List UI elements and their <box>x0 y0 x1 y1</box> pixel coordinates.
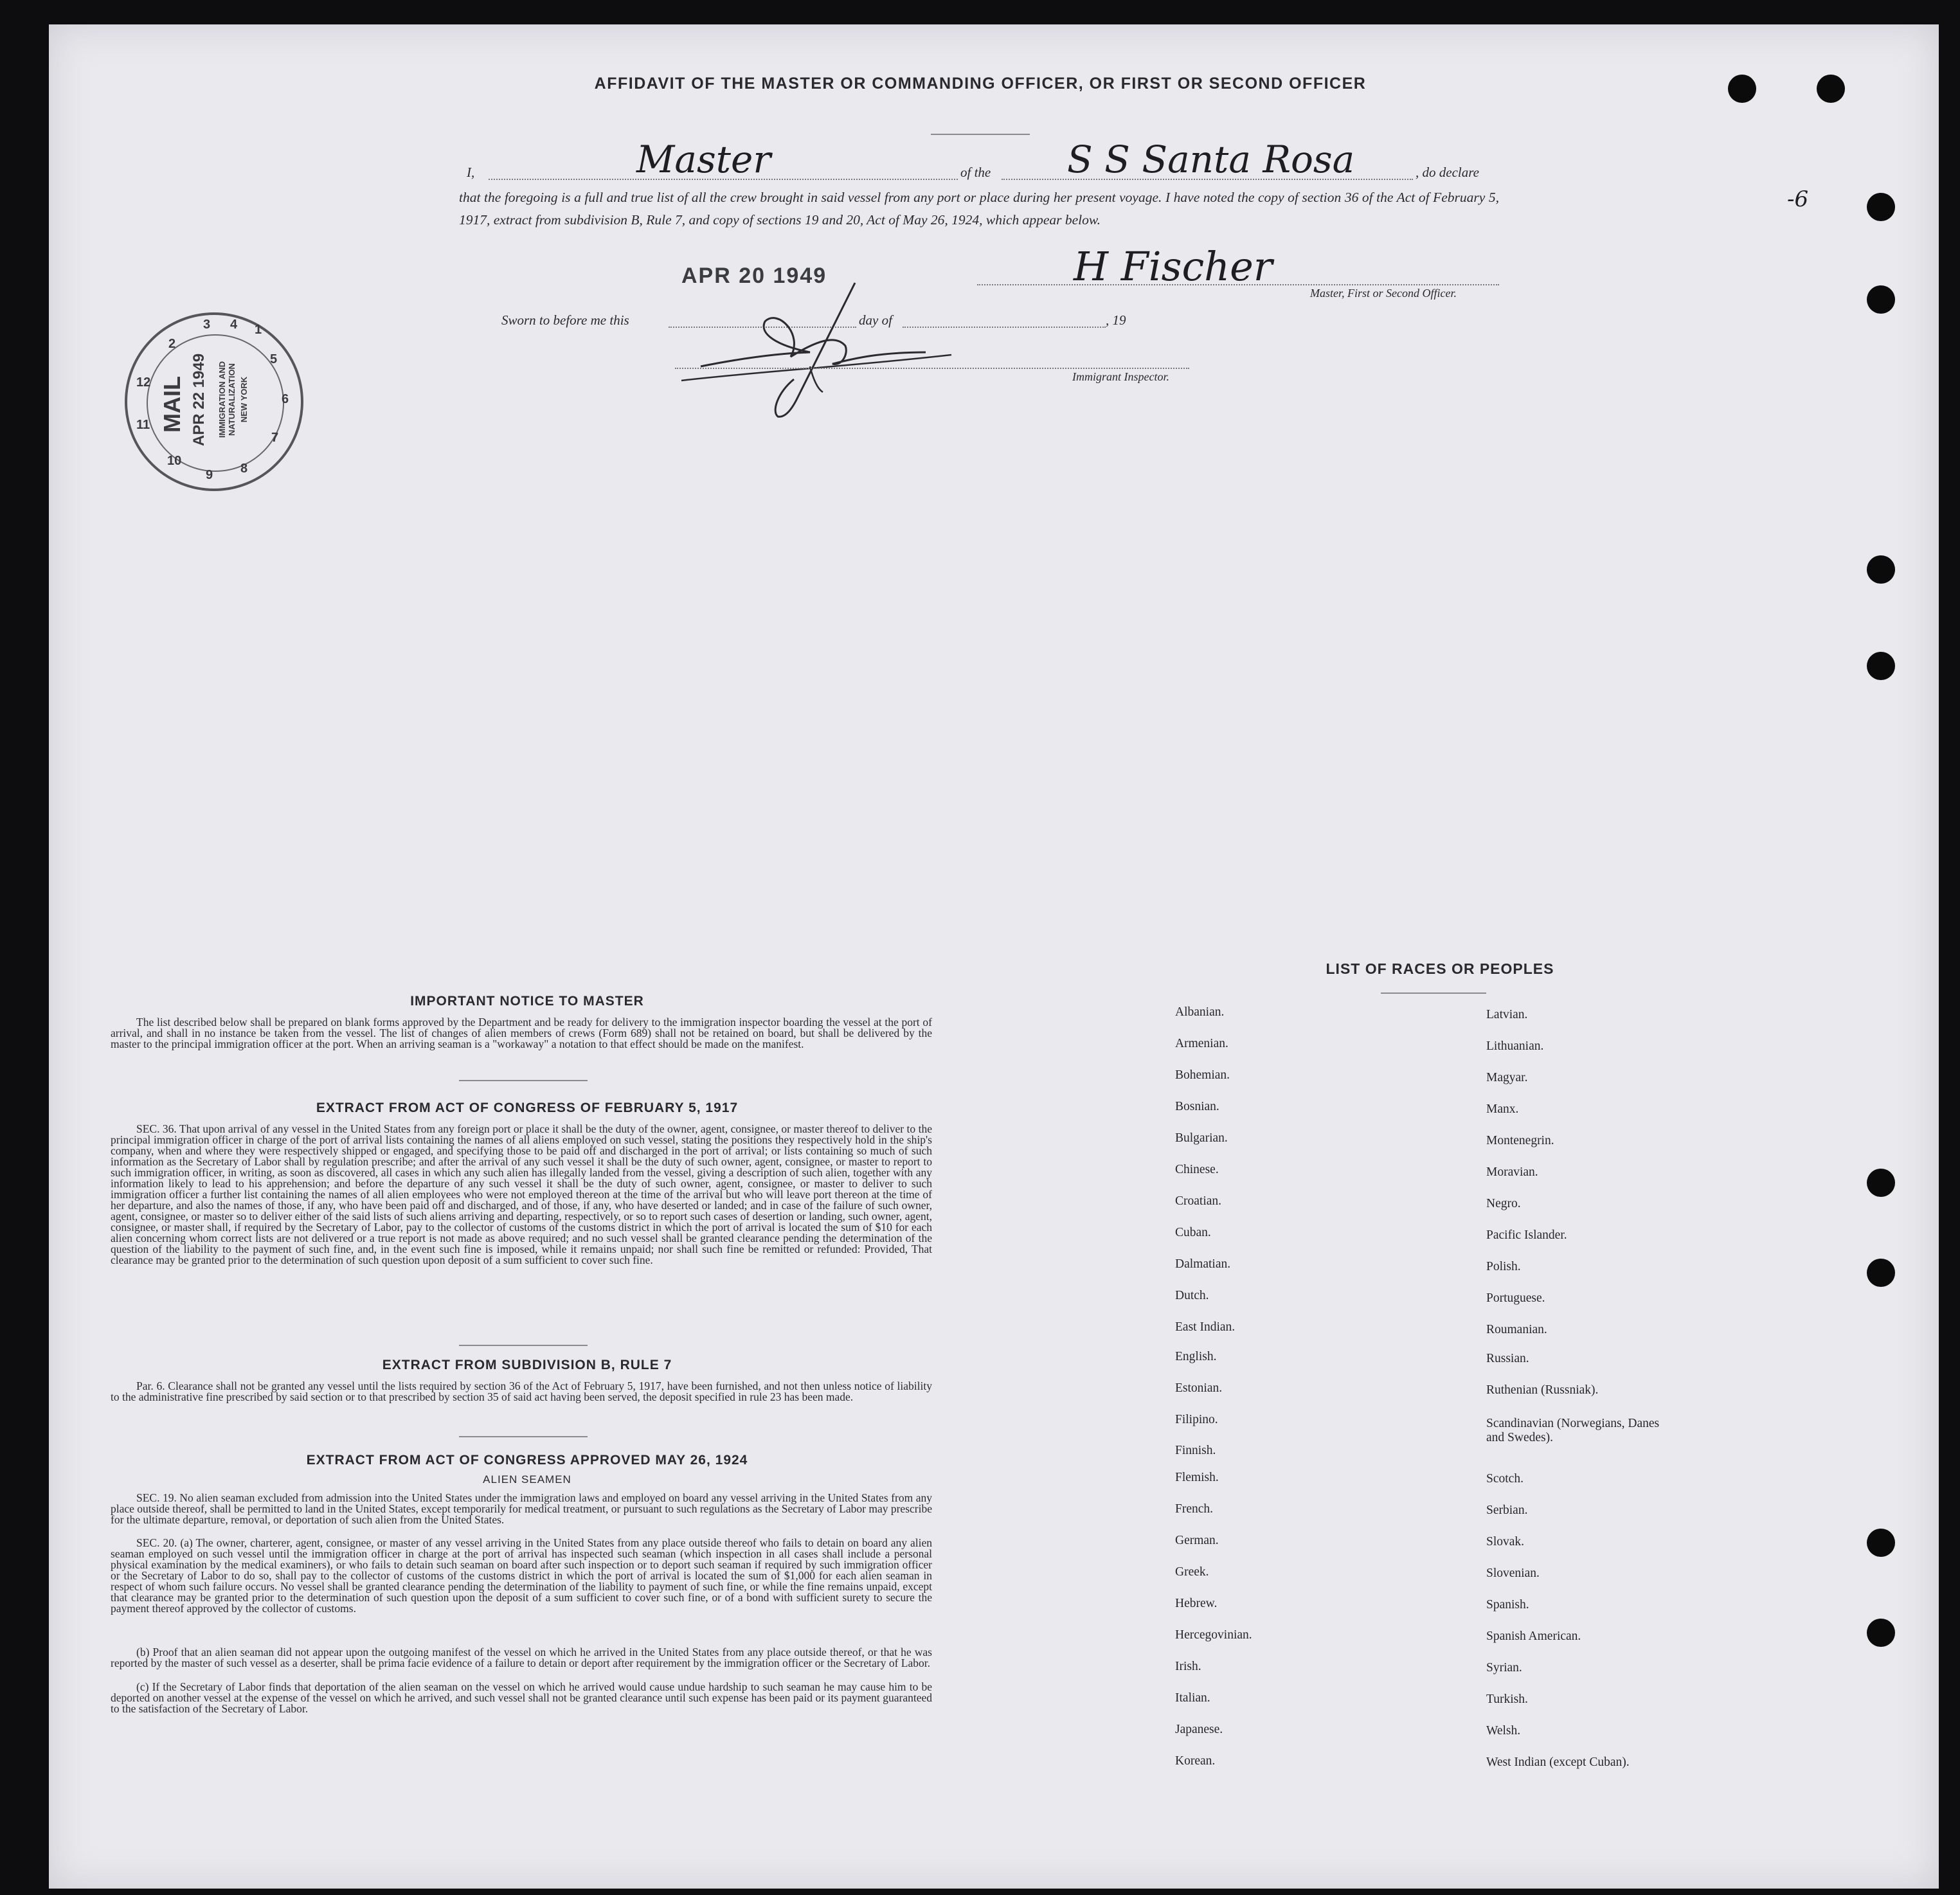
race-item: Albanian. <box>1175 1005 1225 1019</box>
punch-hole <box>1867 285 1895 314</box>
races-divider <box>1381 992 1486 994</box>
punch-hole <box>1817 75 1845 103</box>
race-item: Slovenian. <box>1486 1567 1540 1580</box>
race-item: Hebrew. <box>1175 1597 1218 1610</box>
race-item: Italian. <box>1175 1691 1210 1705</box>
race-item: Estonian. <box>1175 1381 1223 1395</box>
race-item: Portuguese. <box>1486 1291 1545 1305</box>
inspector-signature-icon <box>681 270 971 431</box>
extract-1924-sec19: SEC. 19. No alien seaman excluded from admission into the United States under the immigration laws and employed on board any vessel arriving in the United States from any place outside thereof, shall be permitted to land in the United States, except temporarily for medical treatment, or pursuant to such regulations as the Secretary of Labor may prescribe for the ultimate departure, removal, or deportation of such alien from the United States. <box>111 1491 932 1526</box>
punch-hole <box>1867 1619 1895 1647</box>
sworn-label: Sworn to before me this <box>501 312 629 328</box>
race-item: German. <box>1175 1534 1219 1547</box>
race-item: Magyar. <box>1486 1071 1528 1084</box>
race-item: Lithuanian. <box>1486 1039 1544 1053</box>
race-item: West Indian (except Cuban). <box>1486 1756 1630 1769</box>
race-item: Roumanian. <box>1486 1323 1547 1336</box>
signature-caption: Master, First or Second Officer. <box>1310 287 1457 300</box>
punch-hole <box>1867 1259 1895 1287</box>
punch-hole <box>1867 1529 1895 1557</box>
race-item: Dutch. <box>1175 1289 1209 1302</box>
affidavit-title: AFFIDAVIT OF THE MASTER OR COMMANDING OFFICER, OR FIRST OR SECOND OFFICER <box>594 75 1367 93</box>
seal-digit: 12 <box>136 375 151 390</box>
race-item: Syrian. <box>1486 1661 1522 1675</box>
race-item: Turkish. <box>1486 1693 1528 1706</box>
race-item: Welsh. <box>1486 1724 1521 1738</box>
notice-body: The list described below shall be prepared on blank forms approved by the Department and be ready for delivery to the immigration inspector boarding the vessel at the port of arrival, and shall in no instance be taken from the vessel. The list of changes of alien members of crews (Form 689) shall not be retained on board, but shall be delivered by the master to the principal immigration officer at the port. When an arriving seaman is a "workaway" a notation to that effect should be made on the manifest. <box>111 1016 932 1050</box>
extract-1924-title: EXTRACT FROM ACT OF CONGRESS APPROVED MAY 26, 1924 <box>306 1453 748 1468</box>
race-item: Scotch. <box>1486 1472 1524 1486</box>
races-title: LIST OF RACES OR PEOPLES <box>1326 960 1554 977</box>
extract-1917-title: EXTRACT FROM ACT OF CONGRESS OF FEBRUARY 5, 1917 <box>316 1100 739 1115</box>
race-item: Japanese. <box>1175 1723 1223 1736</box>
declare-label: , do declare <box>1416 165 1479 180</box>
race-item: Moravian. <box>1486 1165 1538 1179</box>
race-item: Spanish. <box>1486 1598 1529 1612</box>
seal-digit: 7 <box>271 431 279 445</box>
handwritten-vessel: S S Santa Rosa <box>1067 138 1355 181</box>
race-item: Flemish. <box>1175 1471 1219 1484</box>
signature-line <box>977 284 1499 285</box>
race-item: Manx. <box>1486 1102 1519 1116</box>
rule7-body: Par. 6. Clearance shall not be granted any vessel until the lists required by section 36 of the Act of February 5, 1917, have been furnished, and not then unless notice of liability to the administrative fine prescribed by said section or to that prescribed by section 35 of said act having been served, the deposit specified in rule 23 has been made. <box>111 1379 932 1403</box>
race-item: Bohemian. <box>1175 1068 1230 1082</box>
punch-hole <box>1867 652 1895 680</box>
race-item: English. <box>1175 1350 1217 1363</box>
race-item: Pacific Islander. <box>1486 1228 1567 1242</box>
seal-date: APR 22 1949 <box>190 353 208 447</box>
handwritten-rank: Master <box>636 138 771 181</box>
date-stamp: APR 20 1949 <box>681 264 827 288</box>
race-item: Irish. <box>1175 1660 1201 1673</box>
race-item: Cuban. <box>1175 1226 1211 1239</box>
seal-digit: 3 <box>203 318 211 332</box>
seal-digit: 11 <box>136 418 150 432</box>
seal-line-1: IMMIGRATION AND <box>217 361 228 438</box>
race-item: East Indian. <box>1175 1320 1236 1334</box>
extract-1924-subtitle: ALIEN SEAMEN <box>483 1473 571 1486</box>
race-item: Ruthenian (Russniak). <box>1486 1383 1599 1397</box>
race-item: Bulgarian. <box>1175 1131 1228 1145</box>
race-item: Croatian. <box>1175 1194 1222 1208</box>
race-item: Spanish American. <box>1486 1630 1581 1643</box>
rule7-title: EXTRACT FROM SUBDIVISION B, RULE 7 <box>382 1358 672 1372</box>
extract-1917-body: SEC. 36. That upon arrival of any vessel in the United States from any foreign port or place it shall be the duty of the owner, agent, consignee, or master thereof to deliver to the principal immigration officer in charge of the port of arrival lists containing the names of all aliens employed on such vessel, stating the positions they respectively hold in the ship's company, when and where they were respectively shipped or engaged, and specifying those to be paid off and discharged in the port of arrival; or lists containing so much of such information as the Secretary of Labor shall by regulation prescribe; and after the arrival of any such vessel it shall be the duty of such owner, agent, consignee, or master to report to such immigration officer, in writing, as soon as discovered, all cases in which any such alien has illegally landed from the vessel, giving a description of such alien, together with any information likely to lead to his apprehension; and before the departure of any such vessel it shall be the duty of such owner, agent, consignee, or master to deliver to such immigration officer a further list containing the names of all alien employees who were not employed thereon at the time of the arrival but who will leave port thereon at the time of her departure, and also the names of those, if any, who have been paid off and discharged, and of those, if any, who have deserted or landed; and in case of the failure of such owner, agent, consignee, or master so to deliver either of the said lists of such aliens arriving and departing, respectively, or so to report such cases of desertion or landing, such owner, agent, consignee, or master shall, if required by the Secretary of Labor, pay to the collector of customs of the customs district in which the port of arrival is located the sum of $10 for each alien concerning whom correct lists are not delivered or a true report is not made as above required; and no such vessel shall be granted clearance pending the determination of the question of the liability to the payment of such fine, and, in the event such fine is imposed, while it remains unpaid; nor shall such fine be remitted or refunded: Provided, That clearance may be granted prior to the determination of such question upon deposit of a sum sufficient to cover such fine. <box>111 1122 932 1266</box>
race-item: Greek. <box>1175 1565 1209 1579</box>
extract-1917-divider <box>459 1345 588 1346</box>
seal-digit: 8 <box>240 462 248 476</box>
extract-1924-sec20a: SEC. 20. (a) The owner, charterer, agent, consignee, or master of any vessel arriving in the United States from any place outside thereof who fails to detain on board any alien seaman employed on such vessel until the immigration officer in charge at the port of arrival has inspected such seaman (which inspection in all cases shall include a personal physical examination by the medical examiners), or who fails to detain such seaman on board after such inspection or to deport such seaman if required by such immigration officer or the Secretary of Labor to do so, shall pay to the collector of customs of the customs district in which the port of arrival is located the sum of $1,000 for each alien seaman in respect of whom such failure occurs. No vessel shall be granted clearance pending the determination of the liability to payment of such fine, or while the fine remains unpaid, except that clearance may be granted prior to the determination of such question upon the deposit of a sum sufficient to cover such fine, or of a bond with sufficient surety to secure the payment thereof approved by the collector of customs. <box>111 1536 932 1615</box>
race-item: Bosnian. <box>1175 1100 1219 1113</box>
notice-title: IMPORTANT NOTICE TO MASTER <box>410 994 644 1009</box>
seal-digit: 2 <box>168 337 176 351</box>
race-item: Russian. <box>1486 1352 1529 1365</box>
punch-hole <box>1867 1169 1895 1197</box>
seal-digit: 9 <box>206 468 213 482</box>
punch-hole <box>1867 555 1895 584</box>
race-item: French. <box>1175 1502 1214 1516</box>
race-item: Finnish. <box>1175 1444 1216 1457</box>
notice-divider <box>459 1080 588 1081</box>
title-divider <box>931 134 1030 135</box>
punch-hole <box>1867 193 1895 221</box>
seal-digit: 6 <box>282 392 289 406</box>
punch-hole <box>1728 75 1756 103</box>
mail-seal <box>125 312 303 491</box>
race-item: Polish. <box>1486 1260 1521 1273</box>
inspector-caption: Immigrant Inspector. <box>1072 370 1169 383</box>
race-item: Filipino. <box>1175 1413 1218 1426</box>
race-item: Armenian. <box>1175 1037 1228 1050</box>
declaration-text: that the foregoing is a full and true list of all the crew brought in said vessel from any port or place during her present voyage. I have noted the copy of section 36 of the Act of February 5, 1917, extract from subdivision B, Rule 7, and copy of sections 19 and 20, Act of May 26, 1924, which appear below. <box>459 190 1499 228</box>
year-label: , 19 <box>1106 312 1126 328</box>
seal-digit: 4 <box>230 318 238 332</box>
race-item: Dalmatian. <box>1175 1257 1231 1271</box>
seal-word: MAIL <box>158 376 185 433</box>
inspector-line <box>675 368 1189 369</box>
race-item: Slovak. <box>1486 1535 1525 1549</box>
race-item: Chinese. <box>1175 1163 1219 1176</box>
race-item: Serbian. <box>1486 1504 1528 1517</box>
seal-line-2: NATURALIZATION <box>226 363 237 436</box>
day-of-label: day of <box>859 312 892 328</box>
of-the-label: of the <box>960 165 991 180</box>
seal-digit: 1 <box>255 323 262 337</box>
master-signature: H Fischer <box>1074 243 1273 290</box>
seal-digit: 5 <box>270 352 278 366</box>
extract-1924-sec20b: (b) Proof that an alien seaman did not appear upon the outgoing manifest of the vessel on which he arrived in the United States from any place outside thereof, or that he was reported by the master of such vessel as a deserter, shall be prima facie evidence of a failure to detain or deport after requirement by the immigration officer or the Secretary of Labor. <box>111 1646 932 1669</box>
rule7-divider <box>459 1436 588 1437</box>
extract-1924-sec20c: (c) If the Secretary of Labor finds that deportation of the alien seaman on the vessel on which he arrived would cause undue hardship to such seaman he may cause him to be deported on another vessel at the expense of the vessel on which he arrived, and such vessel shall not be granted clearance until such expense has been paid or its payment guaranteed to the satisfaction of the Secretary of Labor. <box>111 1680 932 1715</box>
race-item: Montenegrin. <box>1486 1134 1554 1147</box>
race-item: Latvian. <box>1486 1008 1528 1021</box>
race-item: Scandinavian (Norwegians, Danes and Swedes). <box>1486 1417 1660 1444</box>
margin-mark: -6 <box>1787 186 1809 212</box>
race-item: Hercegovinian. <box>1175 1628 1252 1642</box>
race-item: Negro. <box>1486 1197 1521 1210</box>
seal-digit: 10 <box>167 454 182 468</box>
i-label: I, <box>467 165 475 180</box>
seal-line-3: NEW YORK <box>239 376 249 423</box>
race-item: Korean. <box>1175 1754 1216 1768</box>
